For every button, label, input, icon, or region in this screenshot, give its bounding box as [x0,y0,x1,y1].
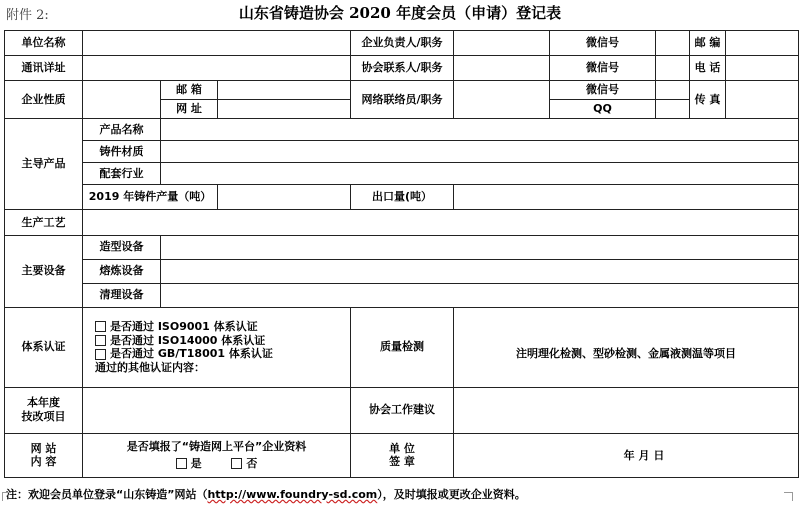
legal-rep-field[interactable] [454,31,550,56]
platform-question-text: 是否填报了“铸造网上平台”企业资料 [126,440,307,454]
website-field[interactable] [218,100,351,119]
platform-question-cell [83,433,351,477]
process-label: 生产工艺 [5,210,83,235]
email-field[interactable] [218,81,351,100]
date-field[interactable]: 年 月 日 [454,433,799,477]
product-name-field[interactable] [161,119,799,141]
supporting-industry-label: 配套行业 [83,163,161,185]
seal-label [351,433,454,477]
address-field[interactable] [83,56,351,81]
website-section-line1: 网 站 [30,441,57,455]
checkbox-icon[interactable] [95,321,106,332]
checkbox-icon[interactable] [95,349,106,360]
quality-inspection-label: 质量检测 [351,307,454,387]
molding-equipment-field[interactable] [161,235,799,259]
fax-label: 传 真 [690,81,726,119]
certification-label: 体系认证 [5,307,83,387]
nature-field[interactable] [83,81,161,119]
cert-iso9001-text: 是否通过 ISO9001 体系认证 [110,319,258,333]
cert-iso9001-option[interactable] [95,320,346,334]
page-header [0,0,800,26]
seal-label-line2: 签 章 [389,455,415,469]
wechat-field-3[interactable] [656,81,690,100]
cert-gbt18001-text: 是否通过 GB/T18001 体系认证 [110,347,273,361]
phone-label: 电 话 [690,56,726,81]
cert-iso14000-text: 是否通过 ISO14000 体系认证 [110,333,266,347]
renovation-field[interactable] [83,387,351,433]
cert-gbt18001-option[interactable] [95,347,346,361]
page-corner-mark-right [784,492,793,501]
address-label: 通讯详址 [5,56,83,81]
network-contact-label: 网络联络员/职务 [351,81,454,119]
unit-name-field[interactable] [83,31,351,56]
checkbox-icon[interactable] [95,335,106,346]
checkbox-icon[interactable] [176,458,187,469]
attachment-label: 附件 2: [6,8,49,23]
export-volume-field[interactable] [454,185,799,210]
checkbox-icon[interactable] [231,458,242,469]
website-section-line2: 内 容 [30,455,57,469]
main-products-label: 主导产品 [5,119,83,210]
wechat-field-2[interactable] [656,56,690,81]
unit-name-label: 单位名称 [5,31,83,56]
casting-material-label: 铸件材质 [83,141,161,163]
option-yes-text: 是 [190,456,202,470]
seal-label-line1: 单 位 [389,441,415,455]
renovation-label-line2: 技改项目 [21,410,66,424]
melting-equipment-label: 熔炼设备 [83,259,161,283]
network-contact-field[interactable] [454,81,550,119]
phone-field[interactable] [726,56,799,81]
option-no[interactable] [231,457,257,470]
certification-options [83,307,351,387]
page-corner-mark-left [2,492,11,501]
assoc-contact-label: 协会联系人/职务 [351,56,454,81]
footer-note [6,486,526,502]
email-label: 邮 箱 [161,81,218,100]
wechat-label-2: 微信号 [550,56,656,81]
quality-inspection-note[interactable]: 注明理化检测、型砂检测、金属液测温等项目 [454,307,799,387]
postcode-field[interactable] [726,31,799,56]
footer-note-suffix: ），及时填报或更改企业资料。 [377,488,526,501]
output-2019-label: 2019 年铸件产量（吨） [83,185,218,210]
fax-field[interactable] [726,81,799,119]
qq-field[interactable] [656,100,690,119]
platform-options [87,457,346,471]
renovation-label [5,387,83,433]
postcode-label: 邮 编 [690,31,726,56]
footer-note-prefix: 注：欢迎会员单位登录“山东铸造”网站（ [6,488,208,501]
cleaning-equipment-field[interactable] [161,283,799,307]
form-title: 山东省铸造协会 2020 年度会员（申请）登记表 [238,4,562,22]
cleaning-equipment-label: 清理设备 [83,283,161,307]
wechat-label: 微信号 [550,31,656,56]
registration-form [4,30,799,478]
output-2019-field[interactable] [218,185,351,210]
cert-iso14000-option[interactable] [95,334,346,348]
assoc-contact-field[interactable] [454,56,550,81]
website-section-label [5,433,83,477]
option-yes[interactable] [176,457,202,470]
melting-equipment-field[interactable] [161,259,799,283]
suggestions-field[interactable] [454,387,799,433]
qq-label: QQ [550,100,656,119]
process-field[interactable] [83,210,799,235]
product-name-label: 产品名称 [83,119,161,141]
molding-equipment-label: 造型设备 [83,235,161,259]
website-link[interactable]: http://www.foundry-sd.com [207,488,378,501]
legal-rep-label: 企业负责人/职务 [351,31,454,56]
export-volume-label: 出口量(吨） [351,185,454,210]
main-equipment-label: 主要设备 [5,235,83,307]
nature-label: 企业性质 [5,81,83,119]
wechat-field[interactable] [656,31,690,56]
renovation-label-line1: 本年度 [27,396,60,410]
website-label: 网 址 [161,100,218,119]
wechat-label-3: 微信号 [550,81,656,100]
suggestions-label: 协会工作建议 [351,387,454,433]
cert-other-text: 通过的其他认证内容： [95,361,205,375]
casting-material-field[interactable] [161,141,799,163]
option-no-text: 否 [246,456,258,470]
supporting-industry-field[interactable] [161,163,799,185]
